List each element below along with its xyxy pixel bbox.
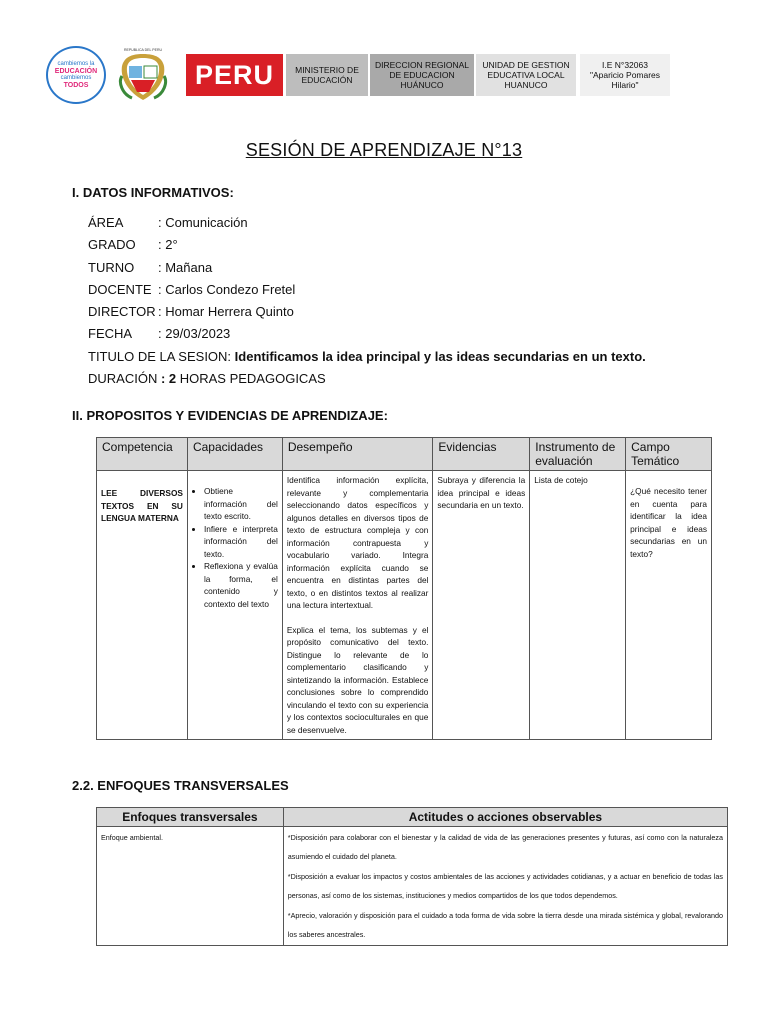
header-campo-tematico: Campo Temático	[626, 438, 712, 471]
datos-row	[88, 301, 646, 323]
datos-key: DIRECTOR	[88, 304, 156, 320]
section-heading-enfoques: 2.2. ENFOQUES TRANSVERSALES	[72, 778, 289, 793]
list-item: • Reflexiona y evalúa la forma, el contenido y contexto del texto	[204, 560, 278, 610]
actitud-item: *Disposición para colaborar con el bienestar y la calidad de vida de las generaciones presentes y futuras, así como con la naturaleza asumiendo el cuidado del planeta.	[287, 833, 723, 862]
table-header-row	[97, 438, 712, 471]
header-capacidades: Capacidades	[187, 438, 282, 471]
enfoques-table	[96, 807, 728, 946]
shield-caption: REPUBLICA DEL PERU	[124, 48, 162, 52]
table-row	[97, 471, 712, 740]
duracion-row	[88, 368, 646, 390]
datos-row	[88, 212, 646, 234]
header-institucion: I.E N°32063 "Aparicio Pomares Hilario"	[580, 54, 670, 96]
header-ministerio: MINISTERIO DE EDUCACIÓN	[286, 54, 368, 96]
cell-campo-tematico: ¿Qué necesito tener en cuenta para identificar la idea principal e ideas secundarias en un texto?	[626, 471, 712, 740]
duracion-value: : 2	[160, 371, 177, 387]
header-instrumento: Instrumento de evaluación	[530, 438, 626, 471]
cell-actitudes	[283, 827, 727, 946]
header-enfoques: Enfoques transversales	[97, 808, 284, 827]
datos-row	[88, 234, 646, 256]
logo-text-line: EDUCACIÓN	[54, 68, 98, 75]
duracion-rest: HORAS PEDAGOGICAS	[176, 371, 326, 387]
table-header-row	[97, 808, 728, 827]
titulo-sesion-row	[88, 346, 646, 368]
propositos-table	[96, 437, 712, 740]
header-desempeno: Desempeño	[282, 438, 433, 471]
table-row	[97, 827, 728, 946]
datos-list	[88, 212, 646, 390]
section-heading-datos: I. DATOS INFORMATIVOS:	[72, 185, 234, 200]
titulo-value: Identificamos la idea principal y las ideas secundarias en un texto.	[234, 348, 646, 364]
list-item: • Obtiene información del texto escrito.	[204, 485, 278, 523]
duracion-label: DURACIÓN	[88, 371, 161, 387]
header-actitudes: Actitudes o acciones observables	[283, 808, 727, 827]
actitud-item: *Aprecio, valoración y disposición para el cuidado a toda forma de vida sobre la tierra desde una mirada sistémica y global, revalorando los saberes ancestrales.	[287, 910, 723, 940]
header-competencia: Competencia	[97, 438, 188, 471]
logo-text-line: TODOS	[63, 82, 89, 89]
datos-value: : Carlos Condezo Fretel	[158, 281, 296, 297]
desempeno-paragraph: Identifica información explícita, relevante y complementaria seleccionando datos específicos y algunos detalles en diversos tipos de texto de estructura compleja y con información contrapuesta y vocabulario variado. Integra información explícita cuando se encuentra en distintas partes del texto, o en distintos textos al realizar una lectura intertextual.	[286, 475, 429, 610]
datos-value: : Comunicación	[158, 215, 248, 230]
logo-text-line: cambiemos la	[57, 61, 95, 67]
datos-key: ÁREA	[88, 215, 124, 230]
capacidades-list	[192, 485, 278, 610]
header-evidencias: Evidencias	[433, 438, 530, 471]
titulo-label: TITULO DE LA SESION:	[88, 348, 235, 364]
desempeno-paragraph: Explica el tema, los subtemas y el propósito comunicativo del texto. Distingue lo relevante de lo complementario clasificando y sintetizando la información. Establece conclusiones sobre lo comprendido vinculando el texto con su experiencia y los contextos socioculturales en que se desenvuelve.	[286, 624, 429, 735]
header-direccion-regional: DIRECCION REGIONAL DE EDUCACION HUÁNUCO	[370, 54, 474, 96]
datos-key: FECHA	[88, 326, 133, 342]
list-item: • Infiere e interpreta información del texto.	[204, 523, 278, 561]
section-heading-propositos: II. PROPOSITOS Y EVIDENCIAS DE APRENDIZAJE:	[72, 408, 388, 423]
cell-evidencias: Subraya y diferencia la idea principal e ideas secundaria en un texto.	[433, 471, 530, 740]
header-ugel: UNIDAD DE GESTION EDUCATIVA LOCAL HUANUCO	[476, 54, 576, 96]
actitud-item: *Disposición a evaluar los impactos y costos ambientales de las acciones y actividades cotidianas, y a actuar en beneficio de todas las personas, así como de los sistemas, instituciones y medios compartidos de los que todos dependemos.	[287, 871, 723, 901]
datos-key: GRADO	[88, 237, 136, 253]
cell-capacidades	[187, 471, 282, 740]
cambiemos-educacion-logo	[46, 46, 106, 104]
datos-value: : Homar Herrera Quinto	[158, 304, 294, 320]
cell-instrumento: Lista de cotejo	[530, 471, 626, 740]
datos-row	[88, 323, 646, 345]
datos-key: DOCENTE	[88, 281, 152, 297]
datos-value: : 29/03/2023	[158, 326, 231, 342]
datos-row	[88, 257, 646, 279]
datos-value: : Mañana	[158, 259, 213, 275]
peru-brand: PERU	[186, 54, 283, 96]
datos-value: : 2°	[158, 237, 178, 253]
cell-enfoque: Enfoque ambiental.	[97, 827, 284, 946]
peru-coat-of-arms-icon	[116, 46, 170, 104]
cell-desempeno	[282, 471, 433, 740]
datos-row	[88, 279, 646, 301]
cell-competencia: LEE DIVERSOS TEXTOS EN SU LENGUA MATERNA	[97, 471, 188, 740]
page-title: SESIÓN DE APRENDIZAJE N°13	[245, 140, 523, 160]
datos-key: TURNO	[88, 259, 135, 275]
logo-text-line: cambiemos	[60, 75, 92, 81]
